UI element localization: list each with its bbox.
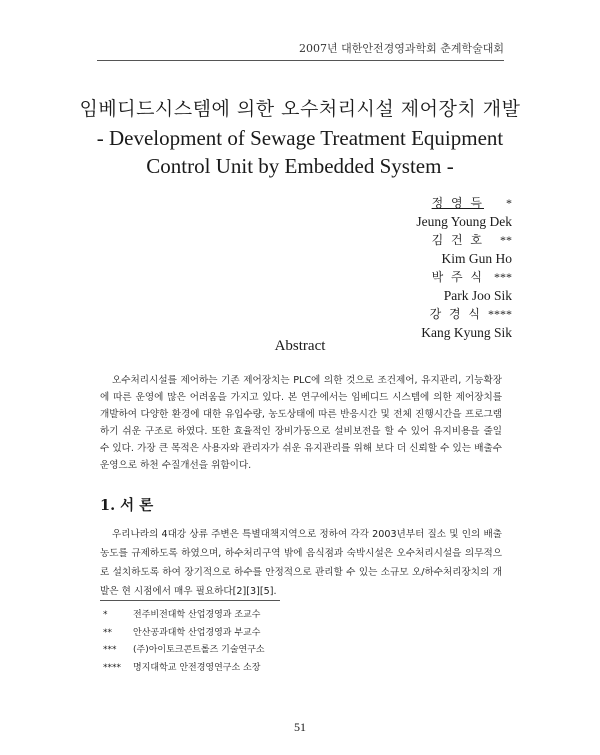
footnote-item — [103, 642, 265, 660]
author-name-ko: 강 경 식 — [429, 307, 482, 321]
author-mark: *** — [494, 270, 512, 284]
author-2-ko — [416, 231, 512, 250]
footnote-item — [103, 660, 265, 678]
author-4-en: Kang Kyung Sik — [421, 324, 512, 340]
introduction-text: 우리나라의 4대강 상류 주변은 특별대책지역으로 정하여 각각 2003년부터 질소 및 인의 배출농도를 규제하도록 하였으며, 하수처리구역 밖에 음식점과 숙박시설은 오수처리시설을 의무적으로 설치하도록 하여 장기적으로 하수를 안정적으로 관리할 수 있는 소규모 오/하수처리장치의 개발은 현 시점에서 매우 필요하다[2][3][5]. — [100, 529, 502, 597]
author-2-en: Kim Gun Ho — [441, 250, 512, 266]
conference-header: 2007년 대한안전경영과학회 춘계학술대회 — [298, 42, 504, 55]
footnote-item — [103, 625, 265, 643]
footnote-rule — [100, 600, 280, 601]
footnote-mark: **** — [103, 662, 121, 673]
footnote-text: (주)아이토크콘트롤즈 기술연구소 — [133, 645, 265, 655]
english-title-line2: Control Unit by Embedded System - — [146, 154, 454, 178]
author-name-ko: 김 건 호 — [431, 233, 484, 247]
author-1-ko — [416, 194, 512, 213]
author-mark: ** — [500, 233, 512, 247]
footnote-text: 명지대학교 안전경영연구소 소장 — [133, 662, 261, 673]
author-mark: **** — [488, 307, 512, 321]
author-block — [416, 194, 512, 342]
footnote-mark: ** — [103, 627, 112, 638]
footnote-text: 안산공과대학 산업경영과 부교수 — [133, 627, 261, 638]
footnote-mark: *** — [103, 645, 117, 655]
english-title-line1: - Development of Sewage Treatment Equipment — [96, 126, 504, 150]
abstract-text: 오수처리시설를 제어하는 기존 제어장치는 PLC에 의한 것으로 조건제어, 유지관리, 기능확장에 따른 운영에 많은 어려움을 가지고 있다. 본 연구에서는 임베디드 시스템에 의한 제어장치를 개발하여 다양한 환경에 대한 유입수량, 농도상태에 따른 반응시간 및 전체 진행시간을 프로그램 하기 쉬운 구조로 하였다. 또한 효율적인 장비가동으로 설비보전을 할 수 있어 유지비용을 줄일 수 있다. 가장 큰 목적은 사용자와 관리자가 쉬운 유지관리를 위해 보다 더 신뢰할 수 있는 배출수 운영으로 하천 수질개선을 위함이다. — [100, 375, 502, 471]
author-3-en: Park Joo Sik — [443, 287, 512, 303]
author-1-en: Jeung Young Dek — [416, 213, 512, 229]
korean-title: 임베디드시스템에 의한 오수처리시설 제어장치 개발 — [79, 98, 521, 120]
footnote-mark: * — [103, 610, 108, 620]
header-rule — [97, 60, 504, 61]
author-mark: * — [506, 196, 512, 210]
footnote-text: 전주비전대학 산업경영과 조교수 — [133, 610, 261, 620]
author-name-ko: 정 영 득 — [431, 196, 484, 210]
section-heading-introduction: 1. 서 론 — [100, 497, 154, 514]
author-4-ko — [416, 305, 512, 324]
author-3-ko — [416, 268, 512, 287]
footnote-item — [103, 607, 265, 625]
author-name-ko: 박 주 식 — [431, 270, 484, 284]
page-number: 51 — [294, 720, 306, 734]
footnote-list — [103, 607, 265, 677]
abstract-heading: Abstract — [274, 338, 326, 354]
